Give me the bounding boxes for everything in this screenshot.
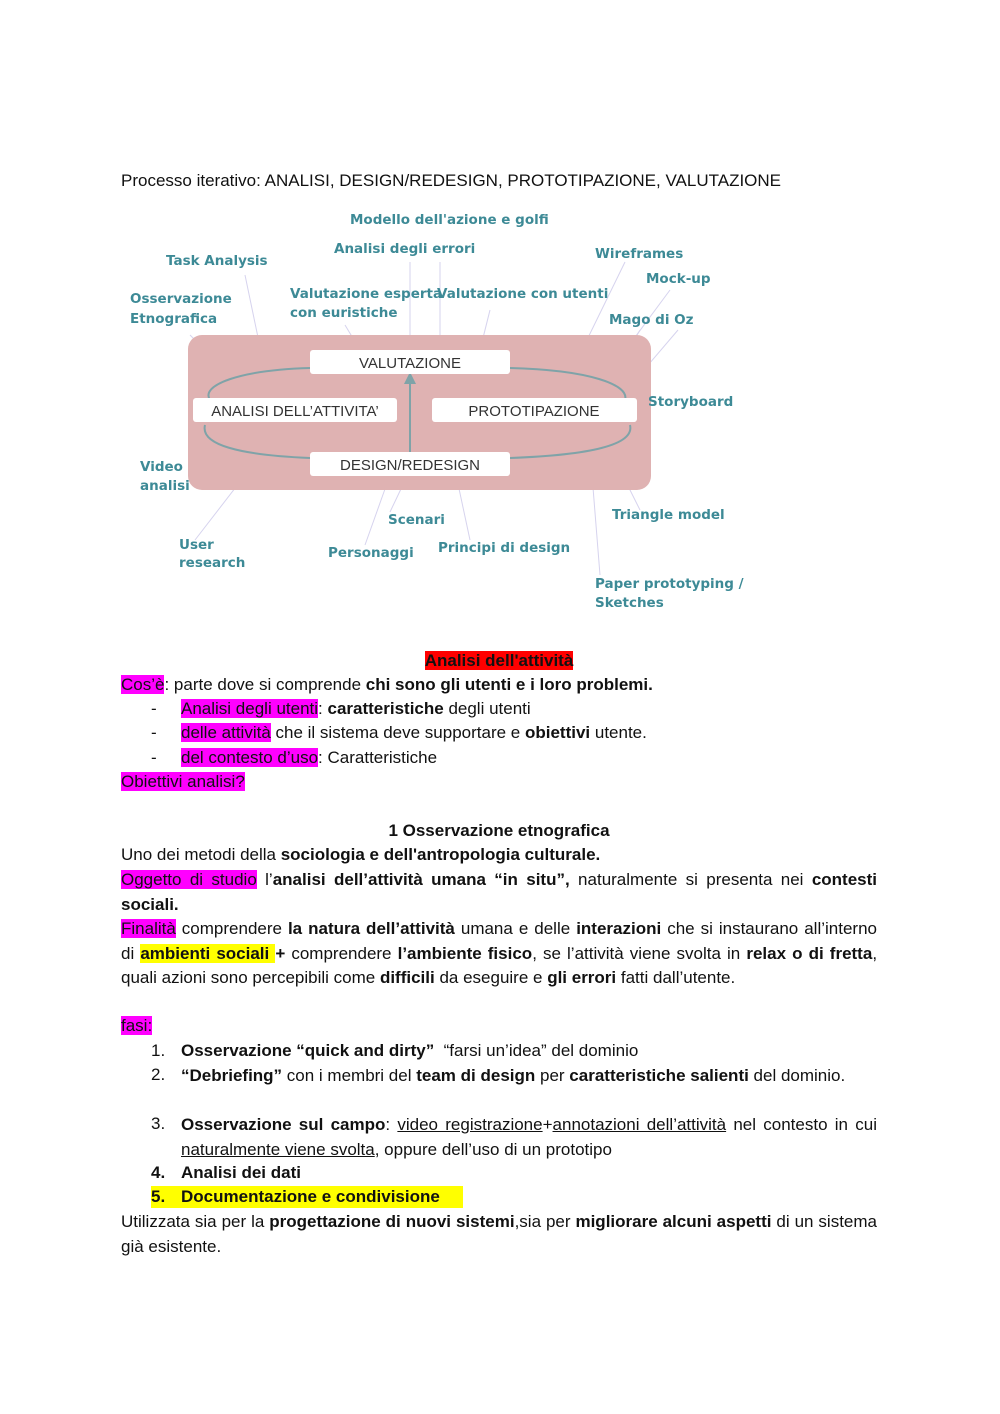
label-user-2: research <box>179 555 246 571</box>
section-title-osservazione: 1 Osservazione etnografica <box>388 821 610 840</box>
label-principi: Principi di design <box>438 540 571 556</box>
label-task: Task Analysis <box>166 253 268 269</box>
label-triangle: Triangle model <box>612 507 725 523</box>
box-analisi-label: ANALISI DELL’ATTIVITA’ <box>211 403 379 420</box>
label-video-1: Video <box>140 459 183 475</box>
intro-text: Processo iterativo: ANALISI, DESIGN/REDESIGN, PROTOTIPAZIONE, VALUTAZIONE <box>121 171 782 190</box>
label-mago: Mago di Oz <box>609 312 694 328</box>
fase-5-highlight: 5. <box>151 1186 463 1208</box>
finalita-paragraph: Finalità comprendere la natura dell’attività umana e delle interazioni che si instaurano all’interno di ambienti sociali + comprendere l’ambiente fisico, se l’attività viene svolta in relax o di fretta, quali azioni sono percepibili come difficili da eseguire e gli errori fatti dall’utente. <box>121 919 878 987</box>
fasi-label: fasi: <box>121 1016 153 1035</box>
label-paper-2: Sketches <box>595 595 664 611</box>
label-osservazione-1: Osservazione <box>130 291 232 307</box>
label-video-2: analisi <box>140 478 190 494</box>
list-number: 3. <box>151 1114 166 1133</box>
bullet-marker: - <box>151 723 157 742</box>
label-modello: Modello dell'azione e golfi <box>350 212 549 228</box>
label-wireframes: Wireframes <box>595 246 684 262</box>
fase-3: Osservazione sul campo: video registrazione+annotazioni dell’attività nel contesto in cui naturalmente viene svolta, oppure dell’uso di un prototipo <box>181 1115 877 1159</box>
fase-5: Documentazione e condivisione <box>181 1187 440 1206</box>
oggetto-paragraph: Oggetto di studio l’analisi dell’attività umana “in situ”, naturalmente si presenta nei contesti sociali. <box>121 870 878 914</box>
fase-1: Osservazione “quick and dirty” “farsi un’idea” del dominio <box>181 1041 639 1060</box>
label-storyboard: Storyboard <box>648 394 734 410</box>
fase-2: “Debriefing” con i membri del team di design per caratteristiche salienti del dominio. <box>181 1066 846 1085</box>
list-number: 2. <box>151 1065 166 1084</box>
bullet-marker: - <box>151 748 157 767</box>
label-scenari: Scenari <box>388 512 445 528</box>
label-user-1: User <box>179 537 214 553</box>
label-val-esperta-1: Valutazione esperta <box>290 286 443 302</box>
cose-paragraph: Cos’è: parte dove si comprende chi sono gli utenti e i loro problemi. <box>121 675 653 694</box>
box-design-label: DESIGN/REDESIGN <box>339 457 481 474</box>
label-mockup: Mock-up <box>646 271 711 287</box>
label-errori: Analisi degli errori <box>334 241 476 257</box>
box-prototipazione-label: PROTOTIPAZIONE <box>468 403 600 420</box>
list-item-attivita: delle attività che il sistema deve supportare e obiettivi utente. <box>181 723 647 742</box>
iterative-process-diagram <box>0 200 1000 620</box>
utilizzata-paragraph: Utilizzata sia per la progettazione di nuovi sistemi,sia per migliorare alcuni aspetti di un sistema già esistente. <box>121 1212 877 1256</box>
label-val-utenti: Valutazione con utenti <box>437 286 609 302</box>
fase-4: Analisi dei dati <box>181 1163 301 1182</box>
metodi-paragraph: Uno dei metodi della sociologia e dell'antropologia culturale. <box>121 845 601 864</box>
label-paper-1: Paper prototyping / <box>595 576 744 592</box>
bullet-marker: - <box>151 699 157 718</box>
box-valutazione-label: VALUTAZIONE <box>359 355 461 372</box>
label-osservazione-2: Etnografica <box>130 311 218 327</box>
list-number: 4. <box>151 1163 166 1182</box>
label-val-esperta-2: con euristiche <box>290 305 398 321</box>
list-item-contesto: del contesto d’uso: Caratteristiche <box>181 748 438 767</box>
obiettivi-question: Obiettivi analisi? <box>121 772 245 791</box>
list-number: 1. <box>151 1041 166 1060</box>
list-item-utenti: Analisi degli utenti: caratteristiche degli utenti <box>181 699 531 718</box>
section-title-analisi: Analisi dell'attività <box>424 651 574 670</box>
label-personaggi: Personaggi <box>328 545 414 561</box>
